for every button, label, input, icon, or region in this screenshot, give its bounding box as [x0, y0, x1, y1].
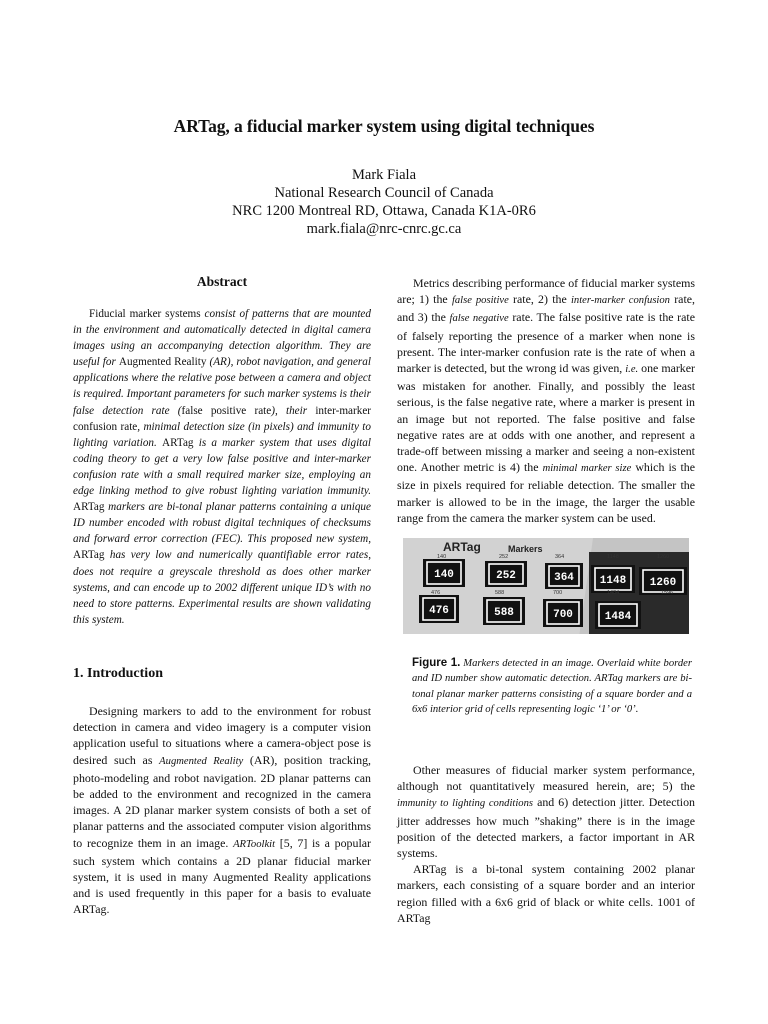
body-text: Other measures of fiducial marker system performance, although not quantitatively measured herein, are; 5) the: [397, 763, 695, 794]
marker-id-label: 700: [553, 609, 573, 621]
marker-printed-number: 700: [553, 590, 563, 596]
author-address: NRC 1200 Montreal RD, Ottawa, Canada K1A-0R6: [232, 203, 536, 219]
abstract-text: consist of patterns that are mounted in the environment and automatically detected in digital camera images using an accompanying detection algorithm. They are useful for: [73, 308, 371, 369]
paper-title: ARTag, a fiducial marker system using digital techniques: [173, 116, 595, 136]
marker-printed-number: 1596: [661, 590, 674, 596]
marker-id-label: 140: [434, 569, 454, 581]
marker-printed-number: 1148: [607, 554, 619, 560]
author-name: Mark Fiala: [351, 167, 417, 183]
figure-label: Figure 1.: [412, 657, 461, 669]
intro-text: [5, 7] is a popular such system which contains a 2D planar fiducial marker system, it is used in many Augmented Reality applications and is used frequently in this paper for a basis to evaluate ARTag.: [73, 835, 371, 917]
author-block: [0, 166, 768, 238]
figure-caption: [412, 656, 692, 717]
marker-id-label: 1148: [599, 575, 627, 587]
abstract-text: false positive rate: [181, 404, 272, 417]
marker-id-label: 1260: [649, 577, 677, 589]
marker-id-label: 252: [496, 570, 516, 582]
abstract-text: Fiducial marker systems: [89, 308, 205, 320]
abstract-text: (AR), robot navigation, and general applications where the relative pose between a camera and object is required. Important parameters for such marker systems is their false detection rate (: [73, 356, 371, 417]
body-text: one marker was mistaken for another. Finally, and possibly the least serious, is the false negative rate, where a marker is present in an image but not reported. The false positive and false negative rates are at odds with one another, and represent a trade-off between missing a marker and seeing a non-existent one. Another metric is 4) the: [397, 361, 695, 475]
author-affiliation: National Research Council of Canada: [274, 185, 494, 201]
intro-text: (AR), position tracking, photo-modeling and robot navigation. 2D planar patterns can be added to the environment and recognized in the camera images. A 2D planar marker system consists of both a set of planar patterns and the associated computer vision algorithms to recognize them in an image.: [73, 752, 371, 850]
abstract-text: ARTag: [162, 436, 194, 449]
marker-printed-number: 1260: [657, 554, 670, 560]
intro-text: Designing markers to add to the environment for robust detection in camera and video imagery is a computer vision application useful to situations where a camera-object pose is desired such as: [73, 704, 371, 767]
marker-printed-number: 140: [437, 554, 447, 560]
body-text: which is the size in pixels required for reliable detection. The smaller the marker is allowed to be in the image, the larger the usable range from the camera the marker system can be used.: [397, 460, 695, 525]
abstract-text: ARTag: [73, 501, 105, 514]
marker-id-label: 476: [429, 605, 449, 617]
abstract-text: ARTag: [73, 549, 105, 562]
body-text: rate, and 3) the: [397, 292, 696, 325]
marker-printed-number: 364: [555, 554, 565, 560]
body-text: inter-marker confusion: [570, 295, 670, 307]
figure-caption-text: Markers detected in an image. Overlaid white border and ID number show automatic detection. ARTag markers are bi-tonal planar marker patterns consisting of a square border and a 6x6 interior grid of cells representing logic ‘1’ or ‘0’.: [412, 658, 692, 715]
body-text: false positive: [451, 295, 509, 307]
introduction-body: [73, 703, 371, 918]
body-text: rate. The false positive rate is the rate of falsely reporting the presence of a marker when none is present. The inter-marker confusion rate is the rate of when a marker is detected, but the wrong id was given,: [397, 310, 695, 376]
body-text: Metrics describing performance of fiducial marker systems are; 1) the: [397, 276, 695, 307]
body-text: minimal marker size: [542, 463, 632, 475]
marker-id-label: 1484: [604, 611, 632, 623]
body-text: false negative: [449, 313, 509, 325]
metrics-paragraph: [397, 275, 695, 526]
body-text: ARTag is a bi-tonal system containing 2002 planar markers, each consisting of a square border and an interior region filled with a 6x6 grid of black or white cells. 1001 of ARTag: [397, 862, 695, 925]
marker-id-label: 588: [494, 607, 514, 619]
marker-printed-number: 588: [495, 590, 505, 596]
marker-id-label: 364: [554, 572, 574, 584]
abstract-body: [73, 306, 371, 628]
abstract-heading: Abstract: [196, 274, 248, 289]
body-text: i.e.: [625, 364, 639, 376]
other-measures-section: [397, 762, 695, 926]
markers-photo-svg: [403, 538, 689, 634]
body-text: rate, 2) the: [508, 292, 571, 307]
abstract-text: , minimal detection size (in pixels) and immunity to lighting variation.: [73, 420, 371, 449]
marker-printed-number: 1484: [607, 590, 620, 596]
abstract-text: inter-marker confusion rate: [73, 404, 372, 433]
section-heading-introduction: 1. Introduction: [73, 666, 163, 681]
marker-printed-number: 476: [431, 590, 441, 596]
body-text: immunity to lighting conditions: [397, 798, 533, 810]
photo-header-left: ARTag: [443, 540, 481, 554]
abstract-text: has very low and numerically quantifiable error rates, does not require a greyscale threshold as does other marker systems, and can encode up to 2002 different unique ID’s with no need to store patterns. Experimental results are shown validating this system.: [73, 549, 371, 626]
author-email: mark.fiala@nrc-cnrc.gc.ca: [306, 221, 462, 237]
abstract-text: Augmented Reality: [118, 356, 210, 369]
figure-markers-photo: [403, 538, 689, 634]
abstract-text: markers are bi-tonal planar patterns containing a unique ID number encoded with robust digital techniques of checksums and forward error correction (FEC). This proposed new system,: [73, 501, 371, 546]
body-text: and 6) detection jitter. Detection jitter addresses how much ”shaking” there is in the image position of the detected markers, a factor important in AR systems.: [397, 795, 695, 861]
photo-header-right: Markers: [508, 544, 543, 554]
intro-text: ARToolkit: [233, 838, 276, 850]
abstract-text: ), their: [271, 404, 316, 417]
abstract-text: is a marker system that uses digital coding theory to get a very low false positive and inter-marker confusion rate with a small required marker size, employing an edge linking method to give robust lighting variation immunity.: [73, 436, 371, 498]
intro-text: Augmented Reality: [159, 755, 244, 767]
marker-printed-number: 252: [499, 554, 509, 560]
